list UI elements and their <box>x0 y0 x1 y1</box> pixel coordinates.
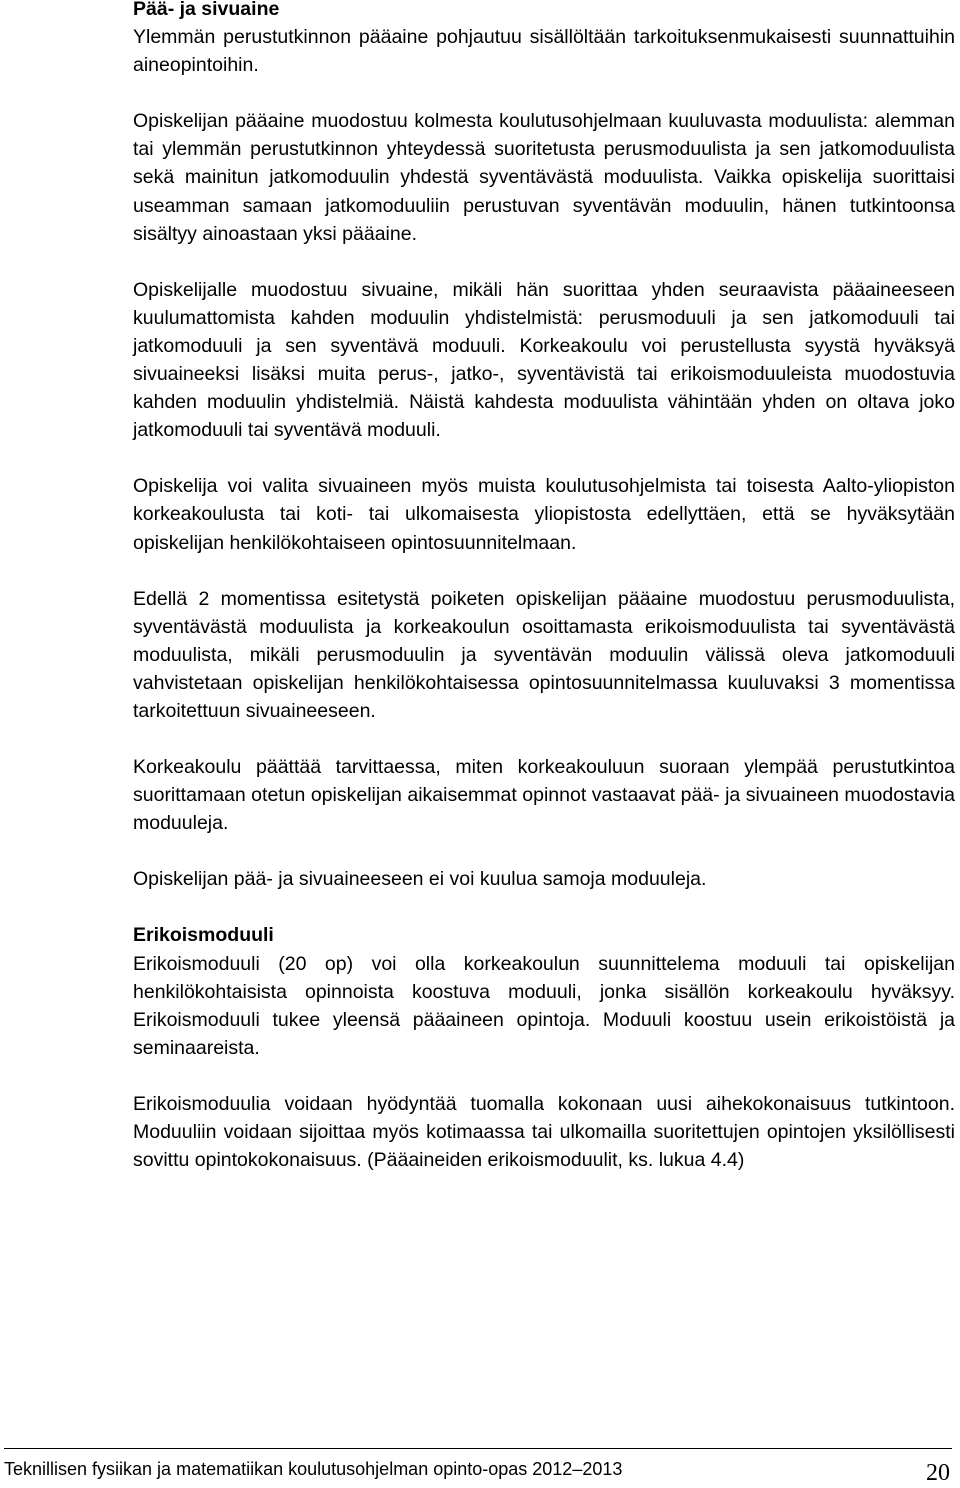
document-body <box>133 0 955 1202</box>
page-footer <box>4 1448 952 1488</box>
paragraph: Ylemmän perustutkinnon pääaine pohjautuu sisällöltään tarkoituksenmukaisesti suunnattuihin aineopintoihin. <box>133 26 955 77</box>
page-number: 20 <box>926 1460 950 1486</box>
paragraph: Opiskelijan pääaine muodostuu kolmesta koulutusohjelmaan kuuluvasta moduulista: alemman tai ylemmän perustutkinnon yhteydessä suoritetusta perusmoduulista ja sen jatkomoduulista sekä mainitun jatkomoduulin yhdestä syventävästä moduulista. Vaikka opiskelija suorittaisi useamman samaan jatkomoduuliin perustuvan syventävän moduulin, hänen tutkintoonsa sisältyy ainoastaan yksi pääaine. <box>133 110 955 245</box>
section-heading: Pää- ja sivuaine <box>133 0 280 20</box>
paragraph: Opiskelija voi valita sivuaineen myös muista koulutusohjelmista tai toisesta Aalto-yliopiston korkeakoulusta tai koti- tai ulkomaisesta yliopistosta edellyttäen, että se hyväksytään opiskelijan henkilökohtaiseen opintosuunnitelmaan. <box>133 475 955 554</box>
footer-title: Teknillisen fysiikan ja matematiikan koulutusohjelman opinto-opas 2012–2013 <box>4 1459 623 1479</box>
section-paa-ja-sivuaine-intro <box>133 0 955 79</box>
paragraph: Edellä 2 momentissa esitetystä poiketen opiskelijan pääaine muodostuu perusmoduulista, syventävästä moduulista ja korkeakoulun osoittamasta erikoismoduulista tai syventävästä moduulista, mikäli perusmoduulin ja syventävän moduulin välissä oleva jatkomoduuli vahvistetaan opiskelijan henkilökohtaisessa opintosuunnitelmassa kuuluvaksi 3 momentissa tarkoitettuun sivuaineeseen. <box>133 587 955 722</box>
paragraph: Erikoismoduulia voidaan hyödyntää tuomalla kokonaan uusi aihekokonaisuus tutkintoon. Moduuliin voidaan sijoittaa myös kotimaassa tai ulkomailla suoritettujen opintojen yksilöllisesti sovittu opintokokonaisuus. (Pääaineiden erikoismoduulit, ks. lukua 4.4) <box>133 1092 955 1172</box>
paragraph: Opiskelijan pää- ja sivuaineeseen ei voi kuulua samoja moduuleja. <box>133 868 707 891</box>
paragraph: Erikoismoduuli (20 op) voi olla korkeakoulun suunnittelema moduuli tai opiskelijan henkilökohtaisista opinnoista koostuva moduuli, jonka sisällön korkeakoulu hyväksyy. Erikoismoduuli tukee yleensä pääaineen opintoja. Moduuli koostuu usein erikoistöistä ja seminaareista. <box>133 952 955 1059</box>
section-erikoismoduuli-intro <box>133 921 955 1061</box>
paragraph: Korkeakoulu päättää tarvittaessa, miten korkeakouluun suoraan ylempää perustutkintoa suorittamaan otetun opiskelijan aikaisemmat opinnot vastaavat pää- ja sivuaineen muodostavia moduuleja. <box>133 756 955 835</box>
paragraph: Opiskelijalle muodostuu sivuaine, mikäli hän suorittaa yhden seuraavista pääaineeseen kuulumattomista kahden moduulin yhdistelmistä: perusmoduuli ja sen jatkomoduuli tai jatkomoduuli ja sen syventävä moduuli. Korkeakoulu voi perustellusta syystä hyväksyä sivuaineeksi lisäksi muita perus-, jatko-, syventävistä tai erikoismoduuleista muodostuvia kahden moduulin yhdistelmiä. Näistä kahdesta moduulista vähintään yhden on oltava joko jatkomoduuli tai syventävä moduuli. <box>133 278 955 442</box>
section-heading: Erikoismoduuli <box>133 924 274 947</box>
